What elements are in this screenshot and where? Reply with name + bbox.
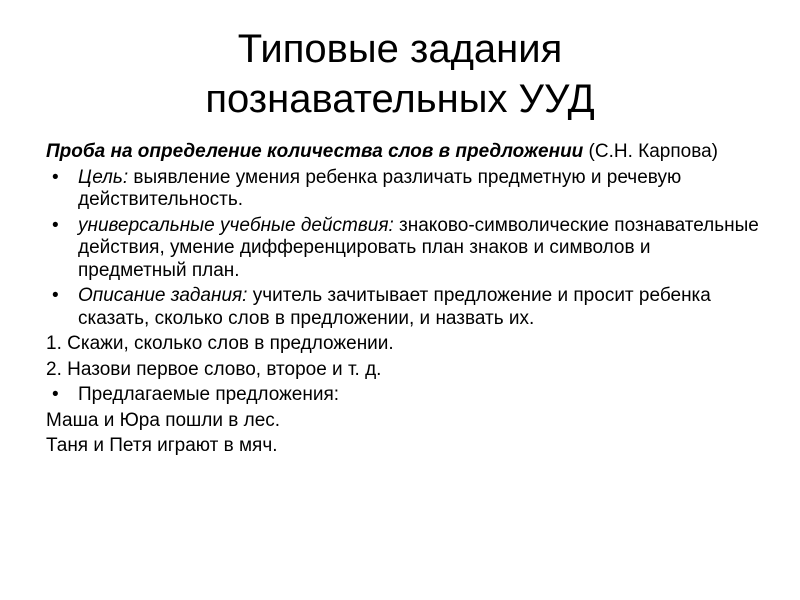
bullet-dot-icon: • bbox=[52, 166, 59, 188]
bullet-dot-icon: • bbox=[52, 214, 59, 236]
bullet-dot-icon: • bbox=[52, 285, 59, 306]
task-heading bbox=[46, 141, 762, 164]
slide-title-line-1: Типовые задания bbox=[237, 27, 563, 71]
uud-label: универсальные учебные действия: bbox=[78, 214, 394, 236]
goal-text: выявление умения ребенка различать предметную и речевую действительность. bbox=[78, 166, 682, 210]
bullet-dot-icon: • bbox=[52, 384, 59, 405]
bullet-task-description bbox=[46, 285, 762, 330]
bullet-uud bbox=[46, 215, 762, 283]
proposed-sentences-label: Предлагаемые предложения: bbox=[78, 384, 340, 405]
task-description-text: учитель зачитывает предложение и просит ребенка сказать, сколько слов в предложении, и назвать их. bbox=[78, 285, 711, 329]
sentence-1: Маша и Юра пошли в лес. bbox=[46, 409, 281, 431]
goal-label: Цель: bbox=[78, 166, 129, 188]
task-description-label: Описание задания: bbox=[78, 285, 248, 306]
bullet-goal bbox=[46, 167, 762, 212]
task-heading-author: (С.Н. Карпова) bbox=[583, 141, 718, 162]
uud-text: знаково-символические познавательные действия, умение дифференцировать план знаков и символов и предметный план. bbox=[78, 214, 759, 281]
slide-title bbox=[40, 24, 760, 124]
step-2: 2. Назови первое слово, второе и т. д. bbox=[46, 358, 382, 380]
slide-body bbox=[46, 141, 762, 461]
step-1: 1. Скажи, сколько слов в предложении. bbox=[46, 333, 394, 354]
task-heading-title: Проба на определение количества слов в предложении bbox=[46, 141, 584, 162]
slide-title-line-2: познавательных УУД bbox=[205, 77, 595, 121]
bullet-proposed-sentences bbox=[46, 384, 762, 407]
sentence-2: Таня и Петя играют в мяч. bbox=[46, 435, 278, 456]
